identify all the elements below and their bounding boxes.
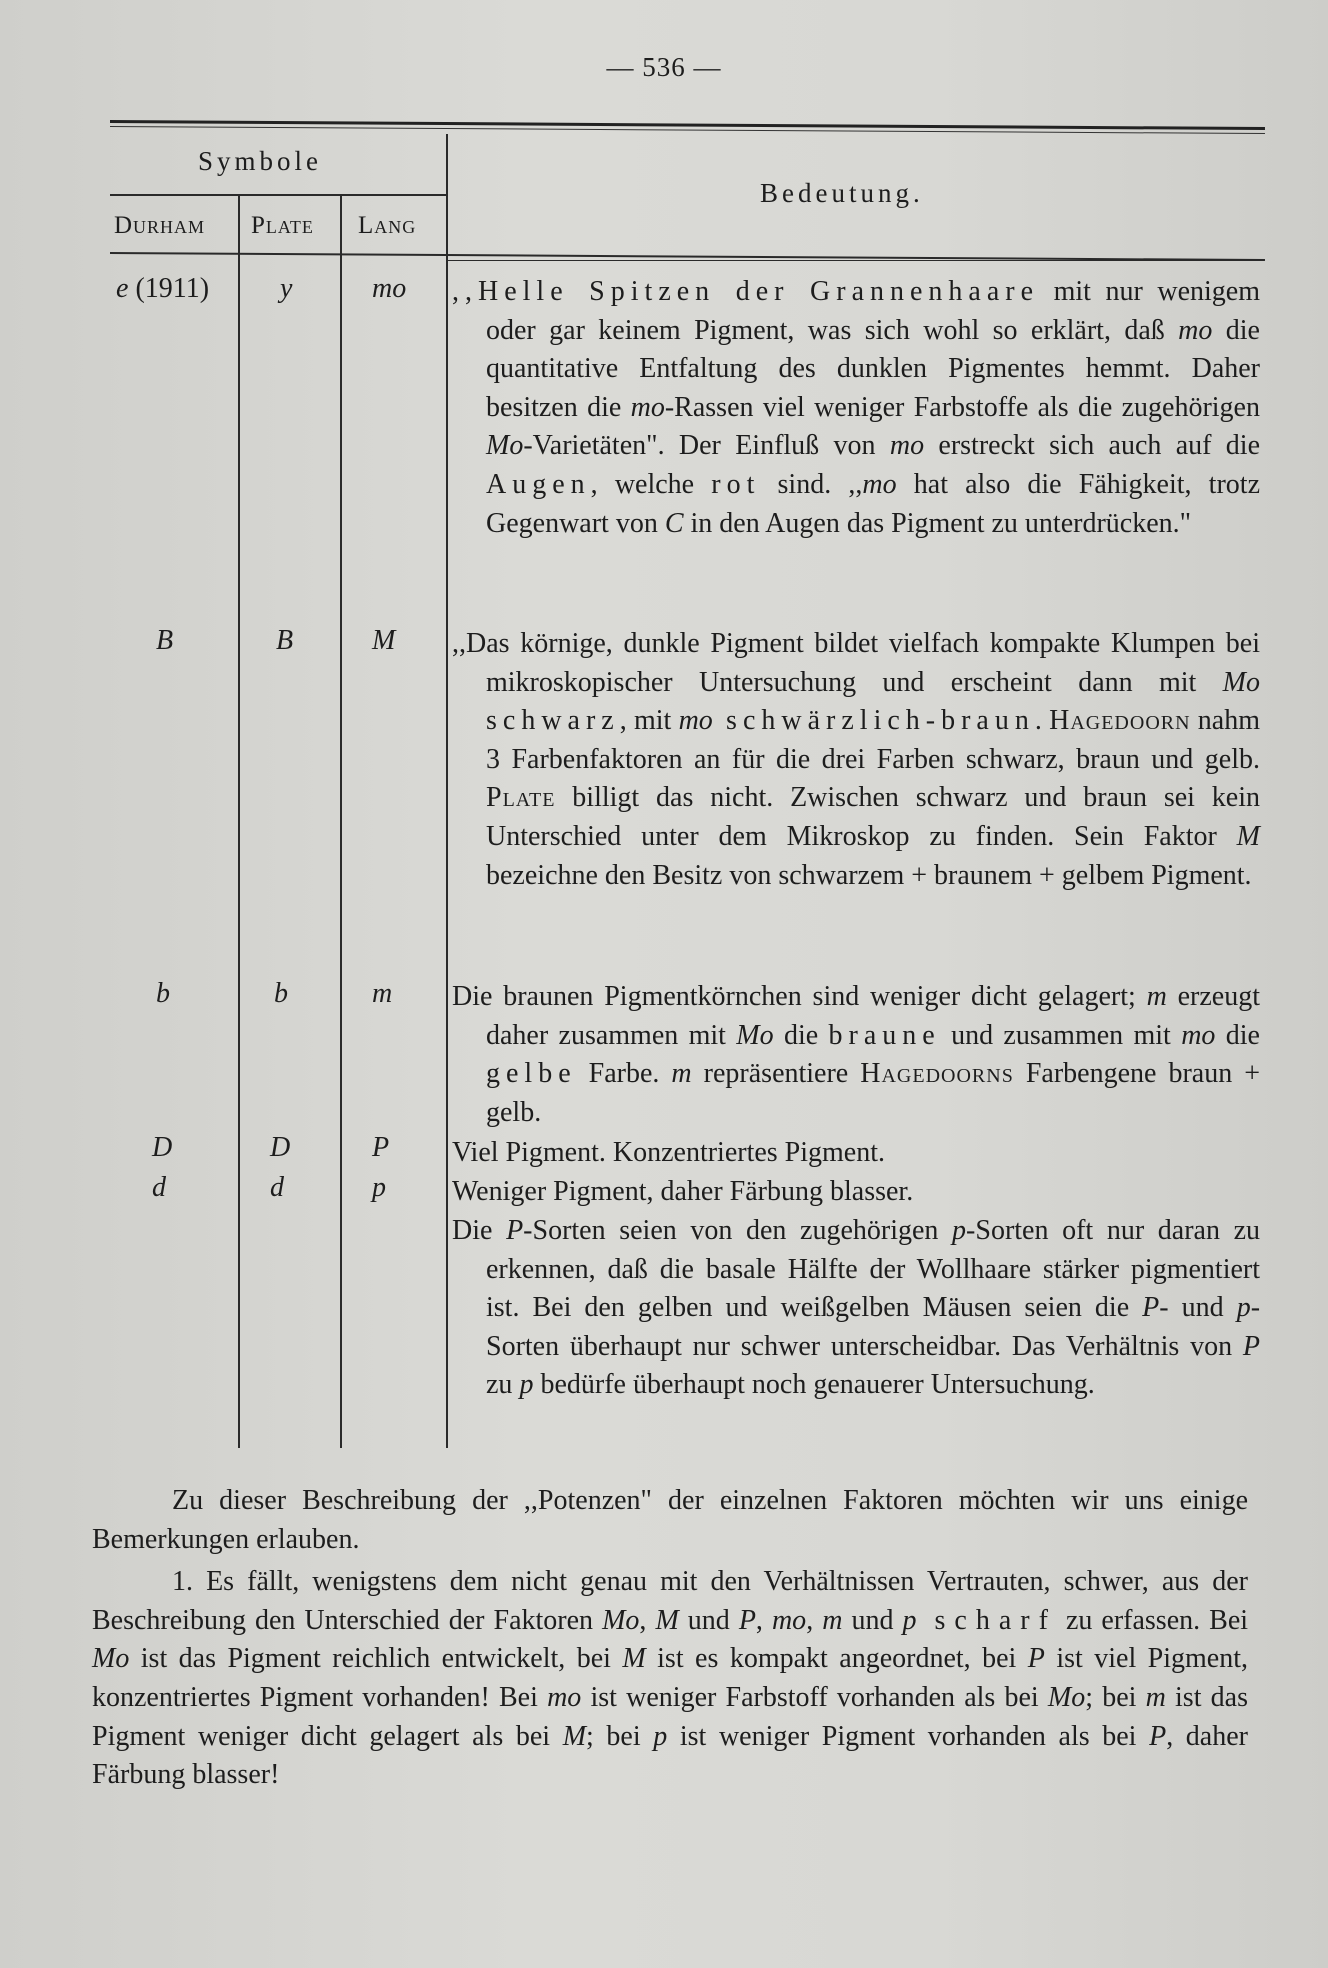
col-header-lang: Lang	[358, 212, 417, 239]
body-text	[92, 1482, 1248, 1795]
column-divider-3	[446, 134, 448, 1448]
paragraph-2: 1. Es fällt, wenigstens dem nicht genau mit den Verhältnissen Vertrauten, schwer, aus der Beschreibung den Unterschied der Faktoren Mo, M und P, mo, m und p scharf zu erfassen. Bei Mo ist das Pigment reichlich entwickelt, bei M ist es kompakt angeordnet, bei P ist viel Pigment, konzentriertes Pigment vorhanden! Bei mo ist weniger Farbstoff vorhanden als bei Mo; bei m ist das Pigment weniger dicht gelagert als bei M; bei p ist weniger Pigment vorhanden als bei P, daher Färbung blasser!	[92, 1566, 1249, 1791]
row5-plate: d	[270, 1172, 284, 1203]
row2-lang: M	[372, 625, 396, 656]
row2-plate: B	[276, 625, 294, 656]
row4-lang: P	[372, 1132, 390, 1163]
header-bedeutung: Bedeutung.	[760, 178, 924, 208]
paragraph-1: Zu dieser Beschreibung der ,,Potenzen" der einzelnen Faktoren möchten wir uns einige Bemerkungen erlauben.	[92, 1485, 1248, 1555]
row2-durham: B	[156, 625, 174, 656]
column-divider-2	[340, 196, 342, 1448]
column-divider-1	[238, 196, 240, 1448]
row4-plate: D	[270, 1132, 291, 1163]
row5-lang: p	[372, 1172, 386, 1203]
row4-description: Viel Pigment. Konzentriertes Pigment.	[452, 1137, 886, 1168]
col-header-plate: Plate	[251, 212, 314, 239]
row6-description: Die P-Sorten seien von den zugehörigen p-Sorten oft nur daran zu erkennen, daß die basale Hälfte der Wollhaare stärker pigmentiert ist. Bei den gelben und weißgelben Mäusen seien die P- und p-Sorten überhaupt nur schwer unterscheidbar. Das Verhältnis von P zu p bedürfe überhaupt noch genauerer Untersuchung.	[452, 1215, 1261, 1401]
row5-description: Weniger Pigment, daher Färbung blasser.	[452, 1176, 914, 1207]
header-subrule	[110, 194, 446, 196]
row3-durham: b	[156, 978, 170, 1009]
header-symbole: Symbole	[198, 146, 323, 176]
row3-description: Die braunen Pigmentkörnchen sind weniger dicht gelagert; m erzeugt daher zusammen mit Mo die braune und zusammen mit mo die gelbe Farbe. m repräsentiere Hagedoorns Farbengene braun + gelb.	[452, 981, 1260, 1128]
page-number: — 536 —	[606, 52, 722, 82]
row1-description: ,,Helle Spitzen der Grannenhaare mit nur wenigem oder gar keinem Pigment, was sich wohl so erklärt, daß mo die quantitative Entfaltung des dunklen Pigmentes hemmt. Daher besitzen die mo-Rassen viel weniger Farbstoffe als die zugehörigen Mo-Varietäten". Der Einfluß von mo erstreckt sich auch auf die Augen, welche rot sind. ,,mo hat also die Fähigkeit, trotz Gegenwart von C in den Augen das Pigment zu unterdrücken."	[452, 276, 1261, 539]
row3-lang: m	[372, 978, 393, 1009]
row1-durham: e (1911)	[116, 273, 210, 304]
row3-plate: b	[274, 978, 288, 1009]
header-bottom-rule-thin	[446, 260, 1264, 261]
row1-plate: y	[280, 273, 293, 304]
row2-description: ,,Das körnige, dunkle Pigment bildet vielfach kompakte Klumpen bei mikroskopischer Untersuchung und erscheint dann mit Mo schwarz, mit mo schwärzlich-braun. Hagedoorn nahm 3 Farbenfaktoren an für die drei Farben schwarz, braun und gelb. Plate billigt das nicht. Zwischen schwarz und braun sei kein Unterschied unter dem Mikroskop zu finden. Sein Faktor M bezeichne den Besitz von schwarzem + braunem + gelbem Pigment.	[452, 628, 1261, 891]
row4-durham: D	[152, 1132, 173, 1163]
col-header-durham: Durham	[114, 212, 206, 239]
row5-durham: d	[152, 1172, 166, 1203]
row1-lang: mo	[372, 273, 407, 304]
